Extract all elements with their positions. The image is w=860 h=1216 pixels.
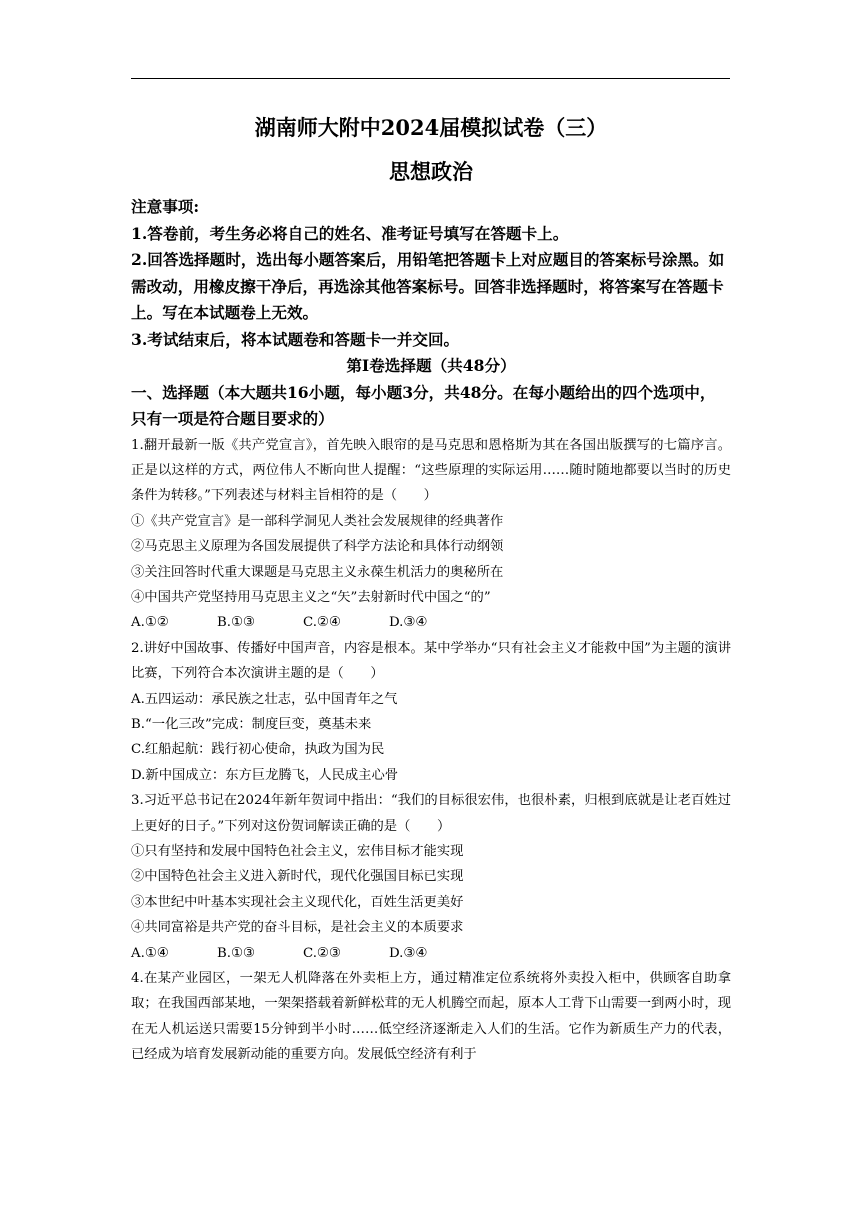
exam-title: 湖南师大附中2024届模拟试卷（三） (254, 115, 608, 140)
question-4 (131, 966, 731, 1068)
option-b: B.①③ (217, 945, 255, 961)
option-b: B.①③ (217, 615, 255, 631)
statement: ③本世纪中叶基本实现社会主义现代化，百姓生活更美好 (131, 894, 464, 910)
option-d: D.③④ (389, 945, 428, 961)
option-a: A.①② (131, 615, 169, 631)
exam-page (131, 112, 731, 1068)
header-rule (131, 78, 730, 79)
option-a: A.①④ (131, 945, 169, 961)
choice-a: A.五四运动：承民族之壮志，弘中国青年之气 (131, 691, 398, 707)
question-1 (131, 433, 731, 636)
option-d: D.③④ (389, 615, 428, 631)
section-instruction: 一、选择题（本大题共16小题，每小题3分，共48分。在每小题给出的四个选项中，只有一项是符合题目要求的） (131, 382, 716, 428)
statement: ①《共产党宣言》是一部科学洞见人类社会发展规律的经典著作 (131, 513, 504, 529)
choice-b: B.“一化三改”完成：制度巨变，奠基未来 (131, 716, 372, 732)
statement: ②中国特色社会主义进入新时代，现代化强国目标已实现 (131, 869, 464, 885)
statement: ④中国共产党坚持用马克思主义之“矢”去射新时代中国之“的” (131, 589, 491, 605)
choice-c: C.红船起航：践行初心使命，执政为国为民 (131, 742, 385, 758)
question-stem: 3.习近平总书记在2024年新年贺词中指出：“我们的目标很宏伟，也很朴素，归根到底就是让老百姓过上更好的日子。”下列对这份贺词解读正确的是（ ） (131, 793, 731, 834)
notice-heading: 注意事项: (131, 197, 200, 216)
notice-block (131, 194, 731, 353)
statement: ①只有坚持和发展中国特色社会主义，宏伟目标才能实现 (131, 844, 464, 859)
answer-options (131, 941, 731, 966)
notice-item: 3.考试结束后，将本试题卷和答题卡一并交回。 (131, 329, 460, 349)
option-c: C.②③ (303, 945, 341, 961)
statement: ②马克思主义原理为各国发展提供了科学方法论和具体行动纲领 (131, 539, 504, 555)
statement: ④共同富裕是共产党的奋斗目标，是社会主义的本质要求 (131, 920, 464, 936)
option-c: C.②④ (303, 615, 341, 631)
section-title: 第Ⅰ卷选择题（共48分） (346, 356, 516, 375)
question-3 (131, 788, 731, 966)
choice-d: D.新中国成立：东方巨龙腾飞，人民成主心骨 (131, 767, 399, 783)
question-stem: 4.在某产业园区，一架无人机降落在外卖柜上方，通过精准定位系统将外卖投入柜中，供顾客自助拿取；在我国西部某地，一架架搭载着新鲜松茸的无人机腾空而起，原本人工背下山需要一到两小时，现在无人机运送只需要15分钟到半小时……低空经济逐渐走入人们的生活。它作为新质生产力的代表，已经成为培育发展新动能的重要方向。发展低空经济有利于 (131, 971, 731, 1063)
notice-item: 2.回答选择题时，选出每小题答案后，用铅笔把答题卡上对应题目的答案标号涂黑。如需改动，用橡皮擦干净后，再选涂其他答案标号。回答非选择题时，将答案写在答题卡上。写在本试题卷上无效。 (131, 250, 725, 322)
question-2 (131, 636, 731, 788)
subject-title: 思想政治 (389, 159, 473, 184)
statement: ③关注回答时代重大课题是马克思主义永葆生机活力的奥秘所在 (131, 564, 504, 580)
answer-options (131, 610, 731, 635)
notice-item: 1.答卷前，考生务必将自己的姓名、准考证号填写在答题卡上。 (131, 223, 569, 243)
question-stem: 1.翻开最新一版《共产党宣言》，首先映入眼帘的是马克思和恩格斯为其在各国出版撰写的七篇序言。正是以这样的方式，两位伟人不断向世人提醒：“这些原理的实际运用……随时随地都要以当时的历史条件为转移。”下列表述与材料主旨相符的是（ ） (131, 437, 731, 504)
question-stem: 2.讲好中国故事、传播好中国声音，内容是根本。某中学举办“只有社会主义才能救中国”为主题的演讲比赛，下列符合本次演讲主题的是（ ） (131, 640, 731, 682)
